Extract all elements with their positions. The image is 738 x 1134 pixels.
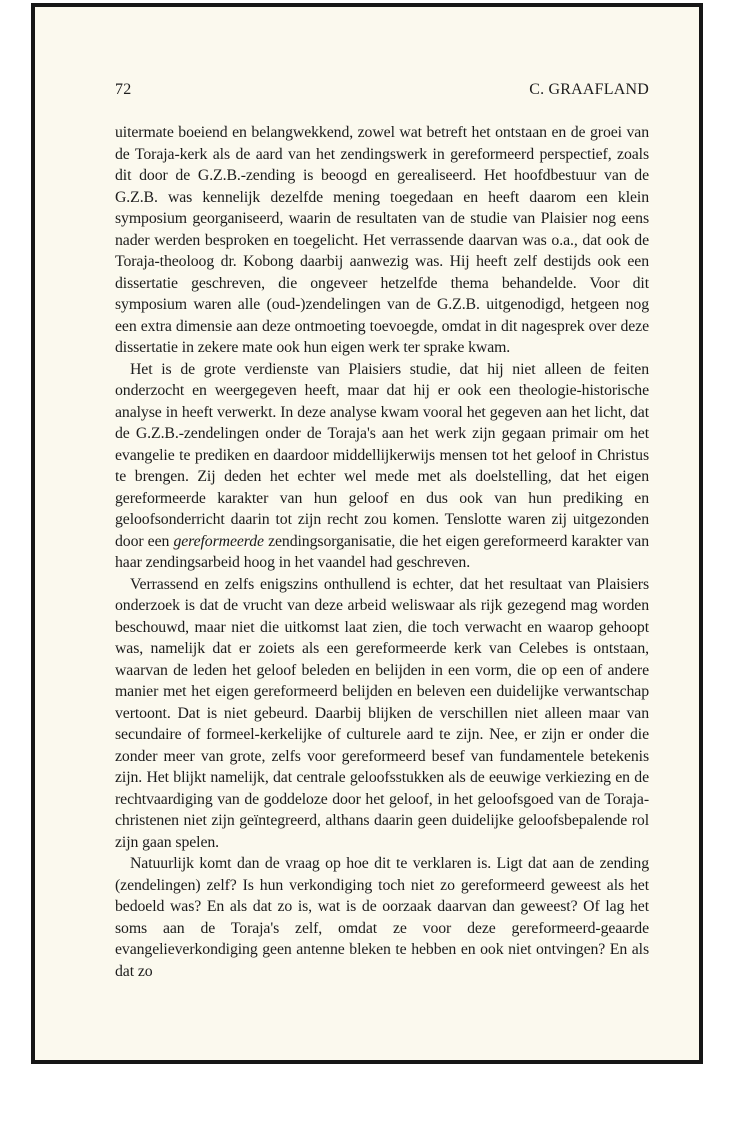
page-header xyxy=(115,81,649,99)
text-run: Het is de grote verdienste van Plaisiers studie, dat hij niet alleen de feiten onderzocht en weergegeven heeft, maar dat hij er ook een theologie-historische analyse in heeft verwerkt. In deze analyse kwam vooral het gegeven aan het licht, dat de G.Z.B.-zendelingen onder de Toraja's aan het werk zijn gegaan primair om het evangelie te prediken en daardoor middellijkerwijs mensen tot het geloof in Christus te brengen. Zij deden het echter wel mede met als doelstelling, dat het eigen gereformeerde karakter van hun geloof en dus ook van hun prediking en geloofsonderricht daarin tot zijn recht zou komen. Tenslotte waren zij uitgezonden door een xyxy=(115,360,649,550)
page-number: 72 xyxy=(115,81,132,98)
italic-text-run: gereformeerde xyxy=(173,532,264,550)
text-run: Verrassend en zelfs enigszins onthullend is echter, dat het resultaat van Plaisiers onderzoek is dat de vrucht van deze arbeid weliswaar als rijk gezegend mag worden beschouwd, maar niet die uitkomst laat zien, die toch verwacht en waarop gehoopt was, namelijk dat er zoiets als een gereformeerde kerk van Celebes is ontstaan, waarvan de leden het geloof beleden en belijden in een vorm, die op een of andere manier met het eigen gereformeerd belijden en beleven een duidelijke verwantschap vertoont. Dat is niet gebeurd. Daarbij blijken de verschillen niet alleen maar van secundaire of formeel-kerkelijke of culturele aard te zijn. Nee, er zijn er onder die zonder meer van grote, zelfs voor gereformeerd besef van fundamentele betekenis zijn. Het blijkt namelijk, dat centrale geloofsstukken als de eeuwige verkiezing en de rechtvaardiging van de goddeloze door het geloof, in het geloofsgoed van de Toraja-christenen niet zijn geïntegreerd, althans daarin geen duidelijke geloofsbepalende rol zijn gaan spelen. xyxy=(115,575,649,851)
paragraph xyxy=(115,122,649,359)
text-run: Natuurlijk komt dan de vraag op hoe dit te verklaren is. Ligt dat aan de zending (zendelingen) zelf? Is hun verkondiging toch niet zo gereformeerd geweest als het bedoeld was? En als dat zo is, wat is de oorzaak daarvan dan geweest? Of lag het soms aan de Toraja's zelf, omdat ze voor deze gereformeerd-geaarde evangelieverkondiging geen antenne bleken te hebben en ook niet ontvingen? En als dat zo xyxy=(115,855,649,980)
paragraph xyxy=(115,574,649,854)
scanned-book-page xyxy=(31,3,703,1064)
page-content-area xyxy=(35,81,699,1134)
text-run: zendingsorganisatie, die het eigen gereformeerd karakter van haar zendingsarbeid hoog in het vaandel had geschreven. xyxy=(115,532,649,571)
text-run: uitermate boeiend en belangwekkend, zowel wat betreft het ontstaan en de groei van de Toraja-kerk als de aard van het zendingswerk in gereformeerd perspectief, zoals dit door de G.Z.B.-zending is beoogd en gerealiseerd. Het hoofdbestuur van de G.Z.B. was kennelijk dezelfde mening toegedaan en heeft daarom een klein symposium georganiseerd, waarin de resultaten van de studie van Plaisier nog eens nader werden besproken en toegelicht. Het verrassende daarvan was o.a., dat ook de Toraja-theoloog dr. Kobong daarbij aanwezig was. Hij heeft zelf destijds ook een dissertatie geschreven, die ongeveer hetzelfde thema behandelde. Voor dit symposium waren alle (oud-)zendelingen van de G.Z.B. uitgenodigd, hetgeen nog een extra dimensie aan deze ontmoeting toevoegde, omdat in dit nagesprek over deze dissertatie in zekere mate ook hun eigen werk ter sprake kwam. xyxy=(115,124,649,356)
paragraph xyxy=(115,359,649,574)
body-text xyxy=(115,122,649,982)
running-title: C. GRAAFLAND xyxy=(529,81,649,98)
paragraph xyxy=(115,853,649,982)
